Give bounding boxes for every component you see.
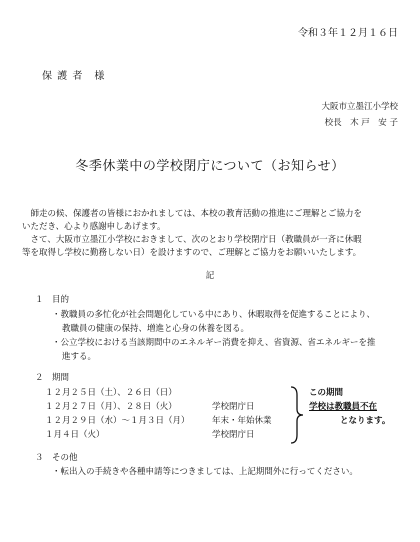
section-heading: ２ 期間: [35, 373, 70, 383]
bullet-line: ・公立学校における当該期間中のエネルギー消費を抑え、省資源、省エネルギーを推: [52, 338, 376, 348]
section-heading: １ 目的: [35, 295, 70, 305]
body-line: 等を取得し学校に勤務しない日）を設けますので、ご理解とご協力をお願いいたします。: [22, 248, 362, 258]
body-line: さて、大阪市立墨江小学校におきまして、次のとおり学校閉庁日（教職員が一斉に休暇: [22, 235, 362, 245]
section-heading: ３ その他: [35, 453, 78, 463]
period-date: １２月２７日（月）、２８日（火）: [45, 402, 177, 412]
period-label: 学校閉庁日: [212, 402, 255, 412]
ki-marker: 記: [205, 271, 215, 281]
body-line: 師走の候、保護者の皆様におかれましては、本校の教育活動の推進にご理解とご協力を: [22, 209, 363, 219]
period-label: 年末・年始休業: [212, 416, 272, 426]
period-note: 学校は教職員不在: [309, 402, 378, 412]
period-label: 学校閉庁日: [212, 430, 255, 440]
period-note: となります。: [340, 416, 391, 426]
bullet-line: ・転出入の手続きや各種申請等につきましては、上記期間外に行ってください。: [52, 467, 358, 477]
bullet-line: 進する。: [62, 352, 97, 362]
period-date: １月４日（火）: [45, 430, 105, 440]
principal-name: 校長 木 戸 安 子: [324, 118, 398, 128]
right-brace-icon: [290, 385, 304, 445]
bullet-line: ・教職員の多忙化が社会問題化している中にあり、休暇取得を促進することにより、: [52, 310, 376, 320]
period-date: １２月２５日（土）、２６日（日）: [45, 388, 177, 398]
date: 令和３年１２月１６日: [298, 28, 398, 39]
document-title: 冬季休業中の学校閉庁について（お知らせ）: [75, 159, 345, 174]
period-date: １２月２９日（水）～１月３日（月）: [45, 416, 190, 426]
period-note: この期間: [309, 388, 344, 398]
school-name: 大阪市立墨江小学校: [321, 102, 398, 112]
body-line: いただき、心より感謝申しあげます。: [22, 222, 166, 232]
bullet-line: 教職員の健康の保持、増進と心身の休養を図る。: [62, 324, 250, 334]
addressee: 保 護 者 様: [42, 71, 106, 82]
